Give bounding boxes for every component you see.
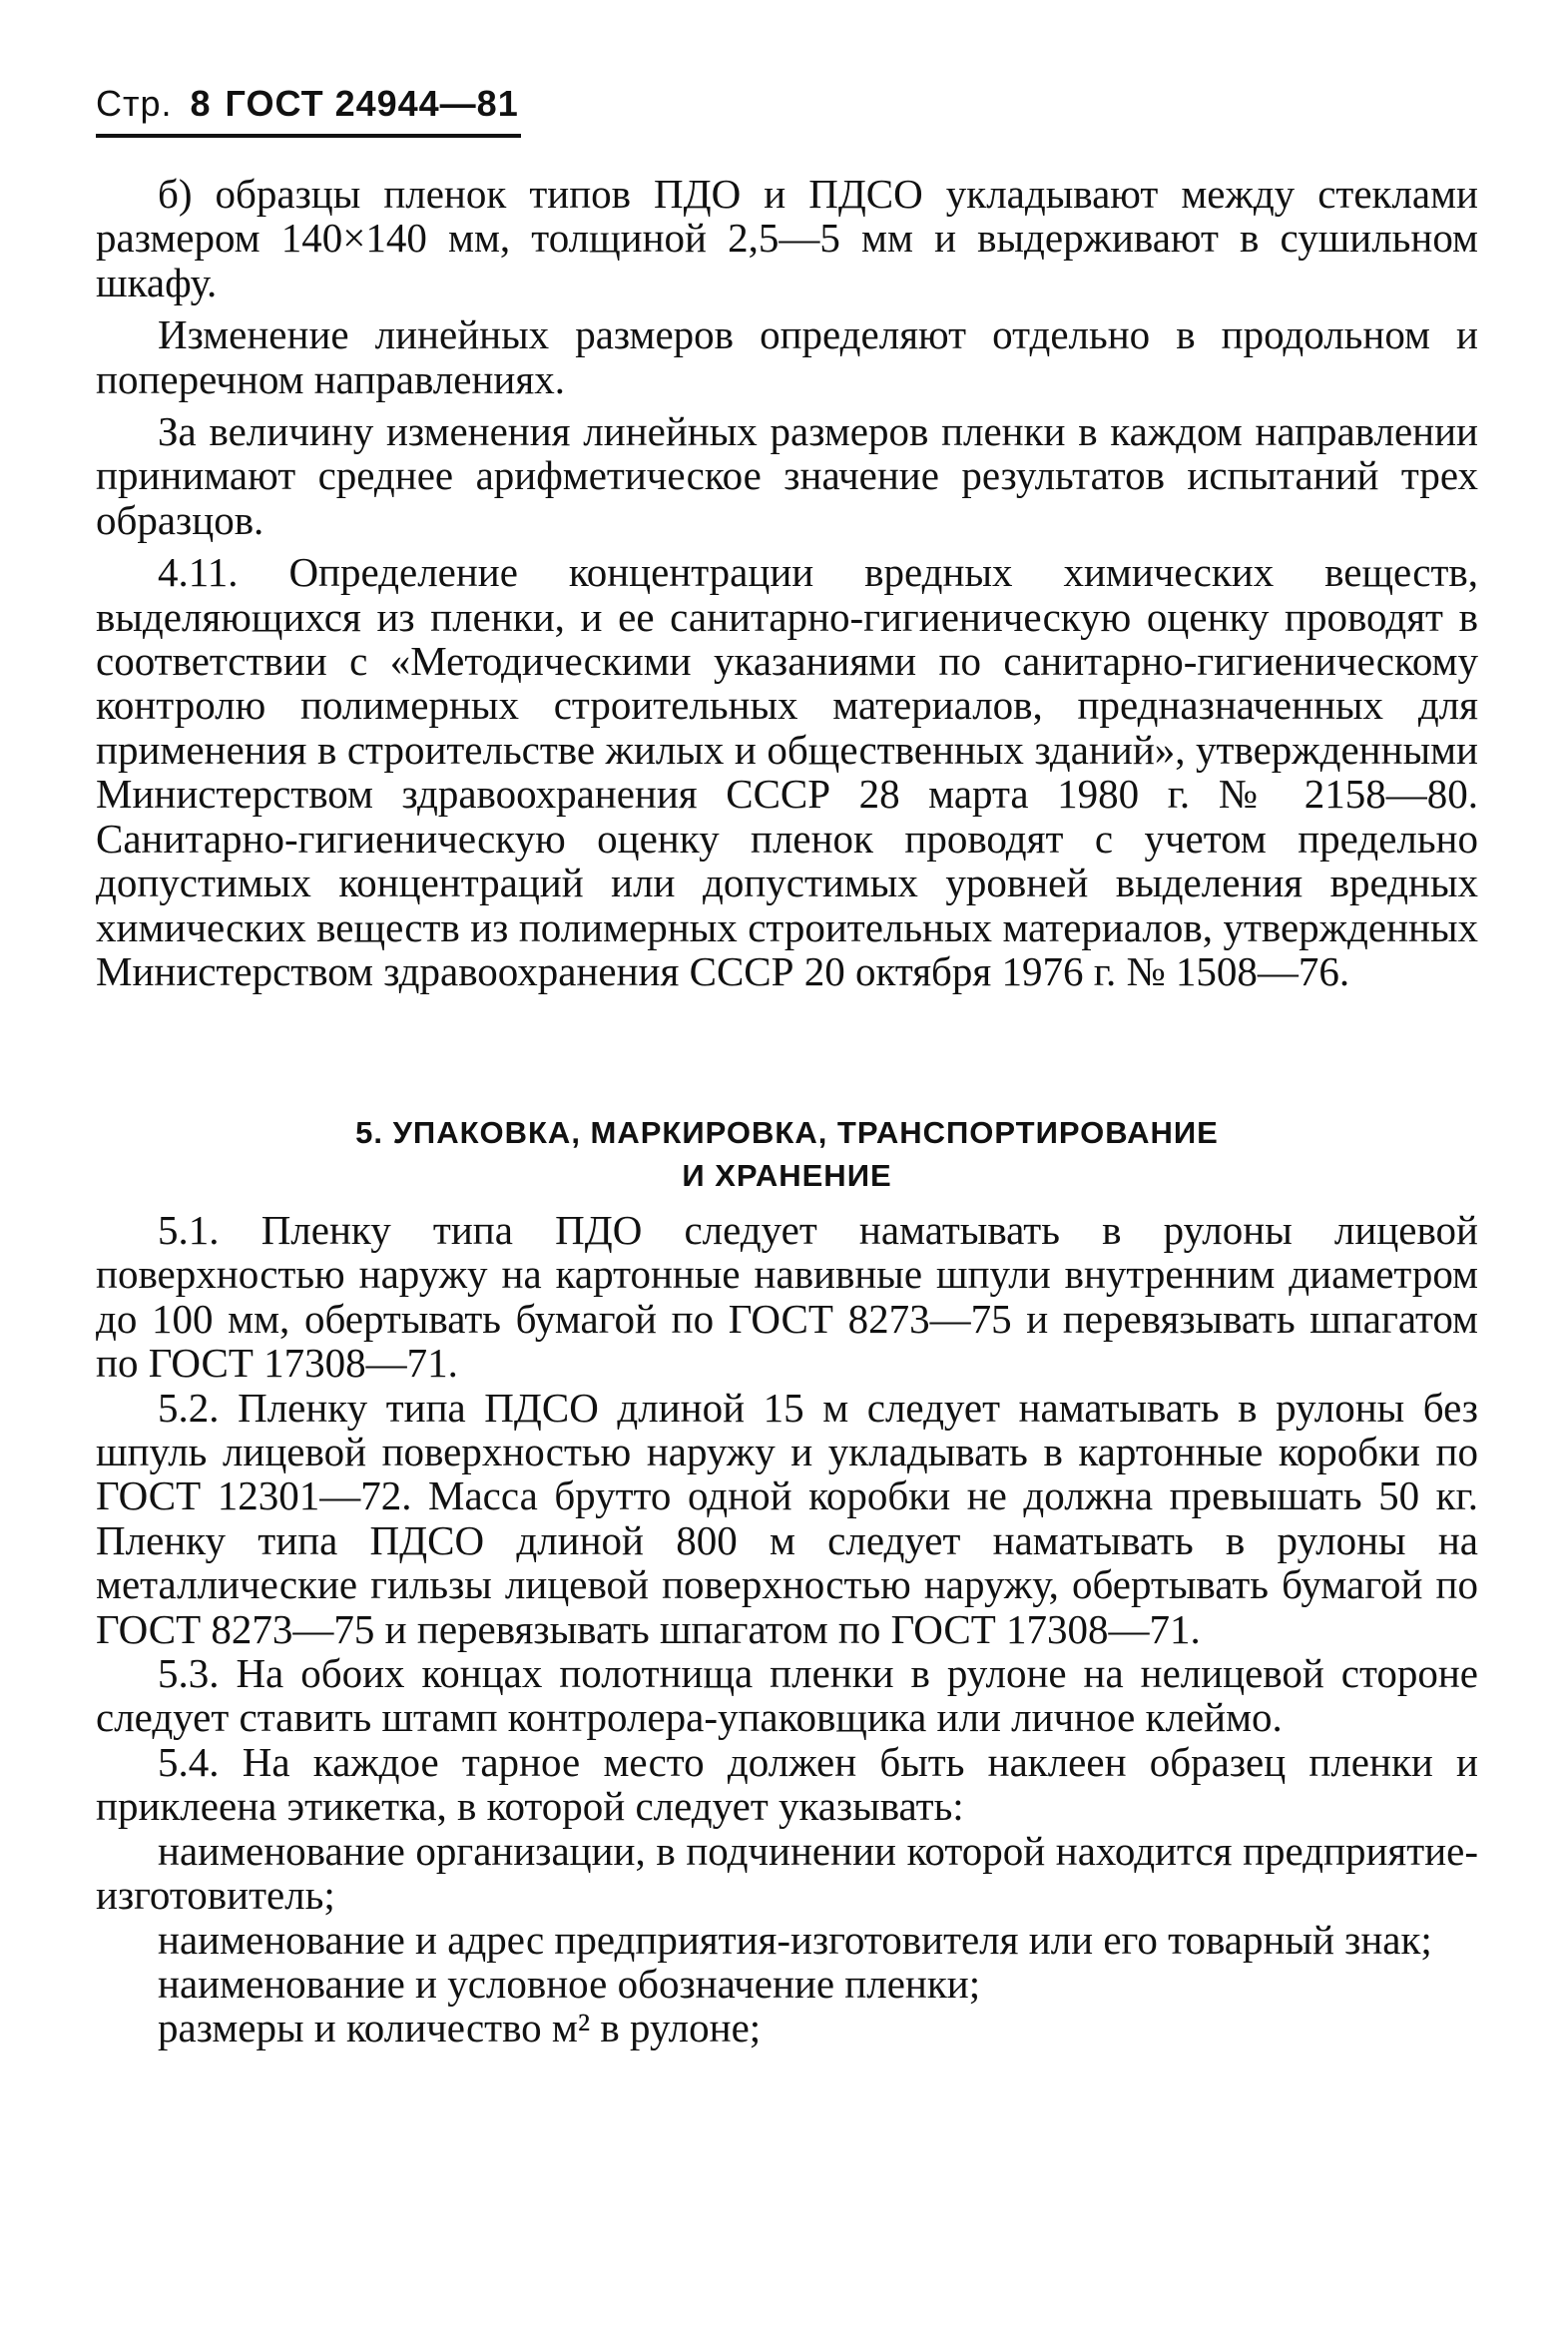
- header-rule: [96, 134, 521, 138]
- paragraph-5-1: 5.1. Пленку типа ПДО следует наматывать в рулоны лицевой поверхностью наружу на картонные навивные шпули внутренним диаметром до 100 мм, обертывать бумагой по ГОСТ 8273—75 и перевязывать шпагатом по ГОСТ 17308—71.: [96, 1207, 1478, 1387]
- paragraph-linear-change: Изменение линейных размеров определяют отдельно в продольном и поперечном направлениях.: [96, 311, 1478, 402]
- paragraph-5-4: 5.4. На каждое тарное место должен быть наклеен образец пленки и приклеена этикетка, в которой следует указывать:: [96, 1738, 1478, 1830]
- body-text-top: [96, 172, 1478, 993]
- section-heading-line1: 5. УПАКОВКА, МАРКИРОВКА, ТРАНСПОРТИРОВАНИЕ: [355, 1115, 1219, 1150]
- page-label: Стр.: [96, 83, 173, 124]
- label-item-film-name: наименование и условное обозначение пленки;: [158, 1960, 981, 2007]
- label-item-organization: наименование организации, в подчинении которой находится предприятие-изготовитель;: [96, 1827, 1478, 1919]
- paragraph-average-value: За величину изменения линейных размеров пленки в каждом направлении принимают среднее арифметическое значение результатов испытаний трех образцов.: [96, 408, 1478, 543]
- standard-number: ГОСТ 24944—81: [225, 83, 519, 124]
- paragraph-5-2: 5.2. Пленку типа ПДСО длиной 15 м следует наматывать в рулоны без шпуль лицевой поверхностью наружу и укладывать в картонные коробки по ГОСТ 12301—72. Масса брутто одной коробки не должна превышать 50 кг. Пленку типа ПДСО длиной 800 м следует наматывать в рулоны на металлические гильзы лицевой поверхностью наружу, обертывать бумагой по ГОСТ 8273—75 и перевязывать шпагатом по ГОСТ 17308—71.: [96, 1384, 1478, 1652]
- paragraph-5-3: 5.3. На обоих концах полотнища пленки в рулоне на нелицевой стороне следует ставить штамп контролера-упаковщика или личное клеймо.: [96, 1650, 1478, 1741]
- paragraph-samples-glass: б) образцы пленок типов ПДО и ПДСО укладывают между стеклами размером 140×140 мм, толщиной 2,5—5 мм и выдерживают в сушильном шкафу.: [96, 171, 1478, 305]
- body-text-section5: [96, 1208, 1478, 2050]
- page-number: 8: [190, 83, 212, 124]
- label-item-manufacturer: наименование и адрес предприятия-изготовителя или его товарный знак;: [158, 1916, 1432, 1963]
- section-heading-line2: И ХРАНЕНИЕ: [682, 1158, 892, 1193]
- label-item-roll-size: размеры и количество м² в рулоне;: [158, 2005, 762, 2051]
- running-header: [96, 82, 519, 126]
- section-heading: [96, 1111, 1478, 1197]
- paragraph-4-11: 4.11. Определение концентрации вредных химических веществ, выделяющихся из пленки, и ее санитарно-гигиеническую оценку проводят в соответствии с «Методическими указаниями по санитарно-гигиеническому контролю полимерных строительных материалов, предназначенных для применения в строительстве жилых и общественных зданий», утвержденными Министерством здравоохранения СССР 28 марта 1980 г. № 2158—80. Санитарно-гигиеническую оценку пленок проводят с учетом предельно допустимых концентраций или допустимых уровней выделения вредных химических веществ из полимерных строительных материалов, утвержденных Министерством здравоохранения СССР 20 октября 1976 г. № 1508—76.: [96, 549, 1478, 994]
